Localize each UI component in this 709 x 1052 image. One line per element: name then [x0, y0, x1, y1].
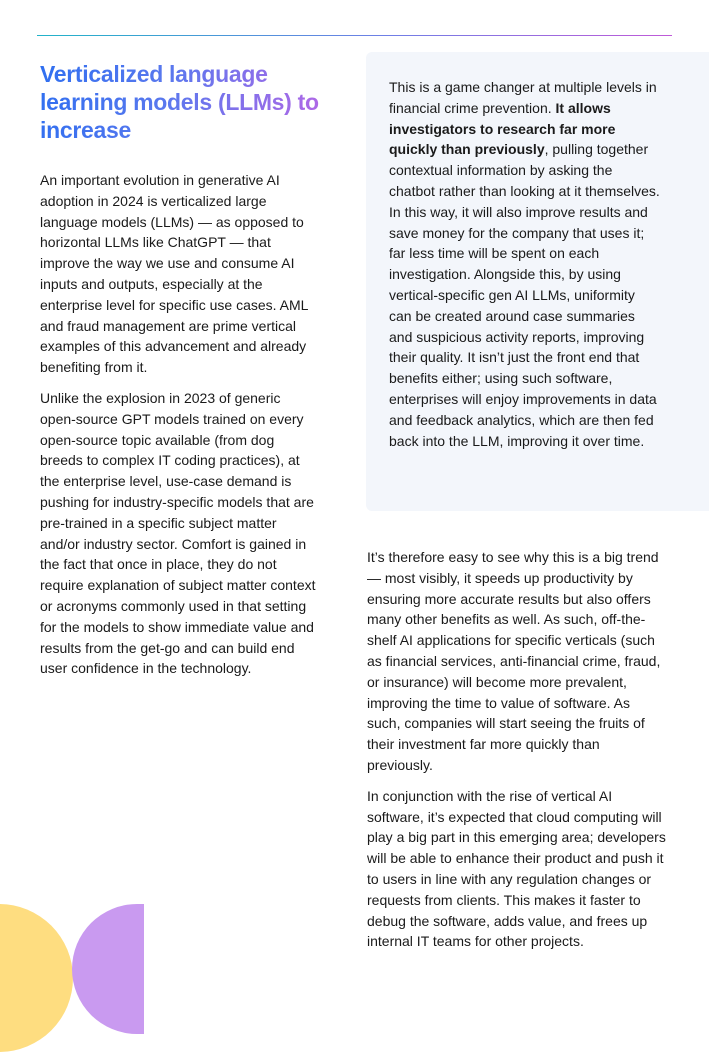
top-divider [37, 35, 672, 36]
body-paragraph: An important evolution in generative AI adoption in 2024 is verticalized large language models (LLMs) — as opposed to horizontal LLMs like ChatGPT — that improve the way we use and consume AI inputs and outputs, especially at the enterprise level for specific use cases. AML and fraud management are prime vertical examples of this advancement and already benefiting from it. [40, 172, 308, 376]
callout-paragraph [389, 77, 661, 451]
decorative-purple-half-circle [72, 904, 144, 1034]
body-paragraph: In conjunction with the rise of vertical AI software, it’s expected that cloud computing will play a big part in this emerging area; developers will be able to enhance their product and push it to users in line with any regulation changes or requests from clients. This makes it faster to debug the software, adds value, and frees up internal IT teams for other projects. [367, 787, 666, 950]
left-column [40, 60, 320, 679]
right-column [367, 547, 667, 952]
callout-emphasis: It allows investigators to research far more quickly than previously [389, 99, 616, 158]
decorative-yellow-circle [0, 904, 73, 1052]
callout-lead: This is a game changer at multiple levels in financial crime prevention. [389, 79, 657, 116]
callout-rest: , pulling together contextual information by asking the chatbot rather than looking at it themselves. In this way, it will also improve results and save money for the company that uses it; far less time will be spent on each investigation. Alongside this, by using vertical-specific gen AI LLMs, uniformity can be created around case summaries and suspicious activity reports, improving their quality. It isn’t just the front end that benefits either; using such software, enterprises will enjoy improvements in data and feedback analytics, which are then fed back into the LLM, improving it over time. [389, 141, 660, 449]
body-paragraph: Unlike the explosion in 2023 of generic open-source GPT models trained on every open-source topic available (from dog breeds to complex IT coding practices), at the enterprise level, use-case demand is pushing for industry-specific models that are pre-trained in a specific subject matter and/or industry sector. Comfort is gained in the fact that once in place, they do not require explanation of subject matter context or acronyms commonly used in that setting for the models to show immediate value and results from the get-go and can build end user confidence in the technology. [40, 389, 316, 677]
section-heading: Verticalized language learning models (LLMs) to increase [40, 61, 319, 143]
body-paragraph: It’s therefore easy to see why this is a big trend — most visibly, it speeds up productivity by ensuring more accurate results but also offers many other benefits as well. As such, off-the-shelf AI applications for specific verticals (such as financial services, anti-financial crime, fraud, or insurance) will become more prevalent, improving the time to value of software. As such, companies will start seeing the fruits of their investment far more quickly than previously. [367, 549, 661, 773]
callout-box [366, 52, 709, 511]
